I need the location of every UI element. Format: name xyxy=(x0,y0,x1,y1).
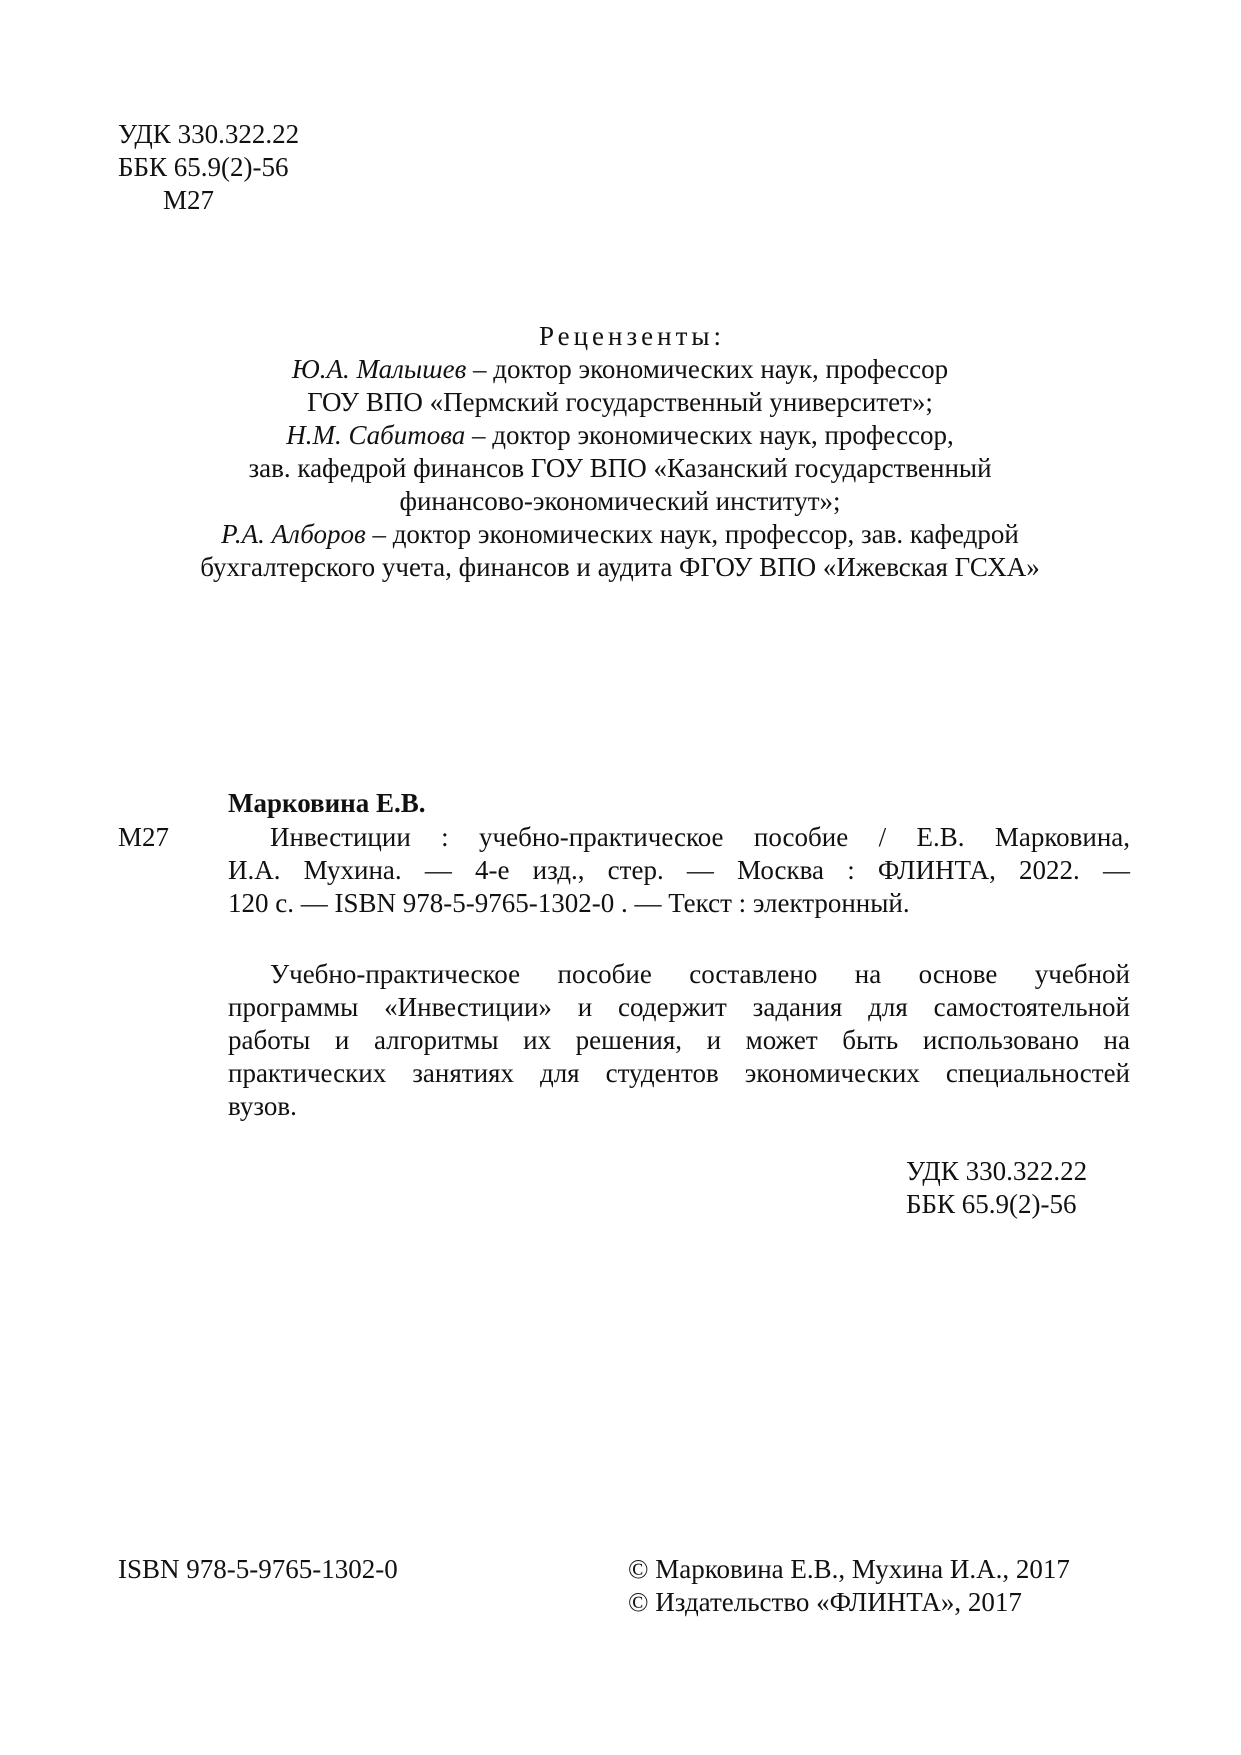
bibliographic-description xyxy=(228,821,1130,920)
reviewer-2-affiliation: зав. кафедрой финансов ГОУ ВПО «Казанский государственный xyxy=(248,453,992,483)
reviewer-1-name: Ю.А. Малышев xyxy=(291,354,467,384)
annotation-line: Учебно-практическое пособие составлено на основе учебной xyxy=(270,959,1130,989)
reviewers-block xyxy=(120,320,1120,584)
reviewer-3 xyxy=(120,518,1120,551)
classification-block-top xyxy=(118,118,299,217)
classification-block-bottom xyxy=(906,1155,1087,1221)
card-author: Марковина Е.В. xyxy=(228,788,426,818)
bbk-code: ББК 65.9(2)-56 xyxy=(906,1189,1077,1219)
annotation-line: работы и алгоритмы их решения, и может быть использовано на xyxy=(228,1025,1130,1055)
reviewer-3-affiliation: бухгалтерского учета, финансов и аудита ФГОУ ВПО «Ижевская ГСХА» xyxy=(200,552,1040,582)
reviewers-heading: Рецензенты: xyxy=(538,321,726,351)
copyright-publisher: © Издательство «ФЛИНТА», 2017 xyxy=(628,1587,1022,1617)
author-mark: М27 xyxy=(163,185,215,215)
annotation-line: практических занятиях для студентов экономических специальностей xyxy=(228,1058,1130,1088)
annotation-line: вузов. xyxy=(228,1091,297,1121)
copyright-block xyxy=(628,1553,1070,1619)
annotation xyxy=(228,958,1130,1123)
reviewer-2-title: – доктор экономических наук, профессор, xyxy=(465,420,954,450)
reviewer-1-title: – доктор экономических наук, профессор xyxy=(466,354,949,384)
reviewer-2-name: Н.М. Сабитова xyxy=(286,420,466,450)
copyright-authors: © Марковина Е.В., Мухина И.А., 2017 xyxy=(628,1554,1070,1584)
reviewer-3-title: – доктор экономических наук, профессор, зав. кафедрой xyxy=(365,519,1019,549)
reviewer-1 xyxy=(120,353,1120,386)
annotation-line: программы «Инвестиции» и содержит задания для самостоятельной xyxy=(228,992,1130,1022)
bbk-code: ББК 65.9(2)-56 xyxy=(118,152,289,182)
card-author-mark: М27 xyxy=(118,822,170,852)
bib-line: И.А. Мухина. — 4-е изд., стер. — Москва : ФЛИНТА, 2022. — xyxy=(228,855,1130,885)
reviewer-3-name: Р.А. Алборов xyxy=(221,519,366,549)
udk-code: УДК 330.322.22 xyxy=(906,1156,1088,1186)
reviewer-2-affiliation-cont: финансово-экономический институт»; xyxy=(399,486,841,516)
bib-line: Инвестиции : учебно-практическое пособие / Е.В. Марковина, xyxy=(270,822,1130,852)
isbn: ISBN 978-5-9765-1302-0 xyxy=(118,1554,398,1584)
udk-code: УДК 330.322.22 xyxy=(118,119,300,149)
reviewer-2 xyxy=(120,419,1120,452)
bib-line: 120 с. — ISBN 978-5-9765-1302-0 . — Текст : электронный. xyxy=(228,888,910,918)
reviewer-1-affiliation: ГОУ ВПО «Пермский государственный университет»; xyxy=(307,387,933,417)
